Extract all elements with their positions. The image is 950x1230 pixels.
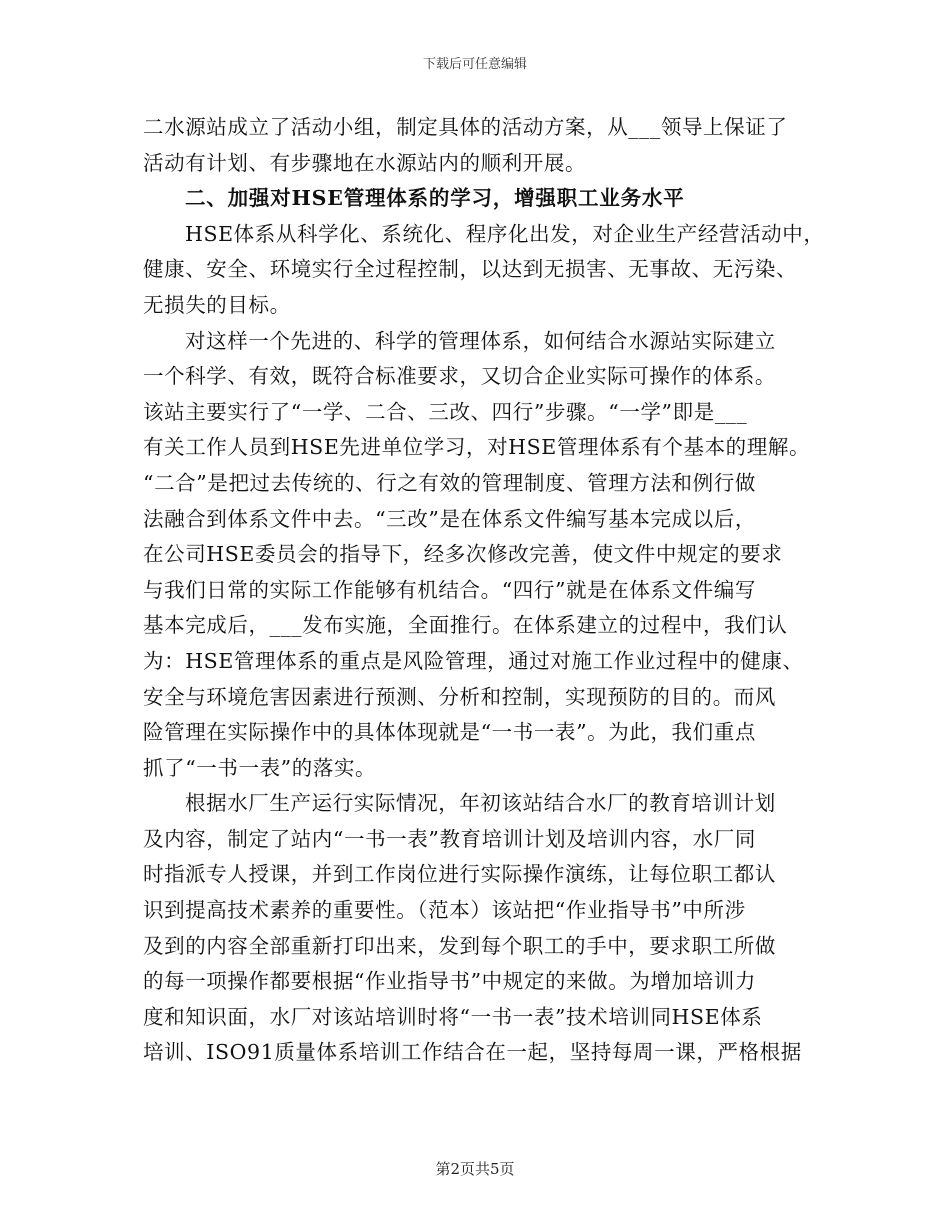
body-line: 培训、ISO91质量体系培训工作结合在一起，坚持每周一课，严格根据 (143, 1040, 802, 1065)
body-line: 安全与环境危害因素进行预测、分析和控制，实现预防的目的。而风 (143, 684, 776, 709)
body-line: 活动有计划、有步骤地在水源站内的顺利开展。 (143, 150, 587, 175)
body-line: 在公司HSE委员会的指导下，经多次修改完善，使文件中规定的要求 (143, 542, 783, 567)
body-line: 一个科学、有效，既符合标准要求，又切合企业实际可操作的体系。 (143, 364, 776, 389)
section-heading: 二、加强对HSE管理体系的学习，增强职工业务水平 (185, 186, 685, 211)
body-line: 的每一项操作都要根据“作业指导书”中规定的来做。为增加培训力 (143, 969, 756, 994)
page-number: 第2页共5页 (435, 1160, 515, 1178)
body-line: 根据水厂生产运行实际情况，年初该站结合水厂的教育培训计划 (185, 791, 776, 816)
body-line: “二合”是把过去传统的、行之有效的管理制度、管理方法和例行做 (143, 470, 756, 495)
body-line: 时指派专人授课，并到工作岗位进行实际操作演练，让每位职工都认 (143, 862, 776, 887)
body-line: 险管理在实际操作中的具体体现就是“一书一表”。为此，我们重点 (143, 720, 756, 745)
body-line: 法融合到体系文件中去。“三改”是在体系文件编写基本完成以后， (143, 506, 756, 531)
body-line: 无损失的目标。 (143, 292, 291, 317)
page-header: 下载后可任意编辑 (422, 57, 527, 72)
body-line: 与我们日常的实际工作能够有机结合。“四行”就是在体系文件编写 (143, 577, 756, 602)
body-line: 二水源站成立了活动小组，制定具体的活动方案，从___领导上保证了 (143, 115, 788, 139)
body-line: 度和知识面，水厂对该站培训时将“一书一表”技术培训同HSE体系 (143, 1004, 763, 1029)
body-line: 该站主要实行了“一学、二合、三改、四行”步骤。“一学”即是___ (143, 399, 748, 424)
body-line: 有关工作人员到HSE先进单位学习，对HSE管理体系有个基本的理解。 (143, 435, 811, 460)
document-body (143, 110, 823, 1071)
body-line: 抓了“一书一表”的落实。 (143, 755, 377, 780)
body-line: 及到的内容全部重新打印出来，发到每个职工的手中，要求职工所做 (143, 933, 776, 958)
body-line: 及内容，制定了站内“一书一表”教育培训计划及培训内容，水厂同 (143, 826, 756, 851)
body-line: 识到提高技术素养的重要性。（范本）该站把“作业指导书”中所涉 (143, 898, 746, 923)
body-line: 基本完成后，___发布实施，全面推行。在体系建立的过程中，我们认 (143, 613, 788, 638)
body-line: 为：HSE管理体系的重点是风险管理，通过对施工作业过程中的健康、 (143, 648, 804, 673)
body-line: HSE体系从科学化、系统化、程序化出发，对企业生产经营活动中， (185, 221, 825, 246)
body-line: 对这样一个先进的、科学的管理体系，如何结合水源站实际建立 (185, 328, 776, 353)
body-line: 健康、安全、环境实行全过程控制，以达到无损害、无事故、无污染、 (143, 257, 798, 282)
